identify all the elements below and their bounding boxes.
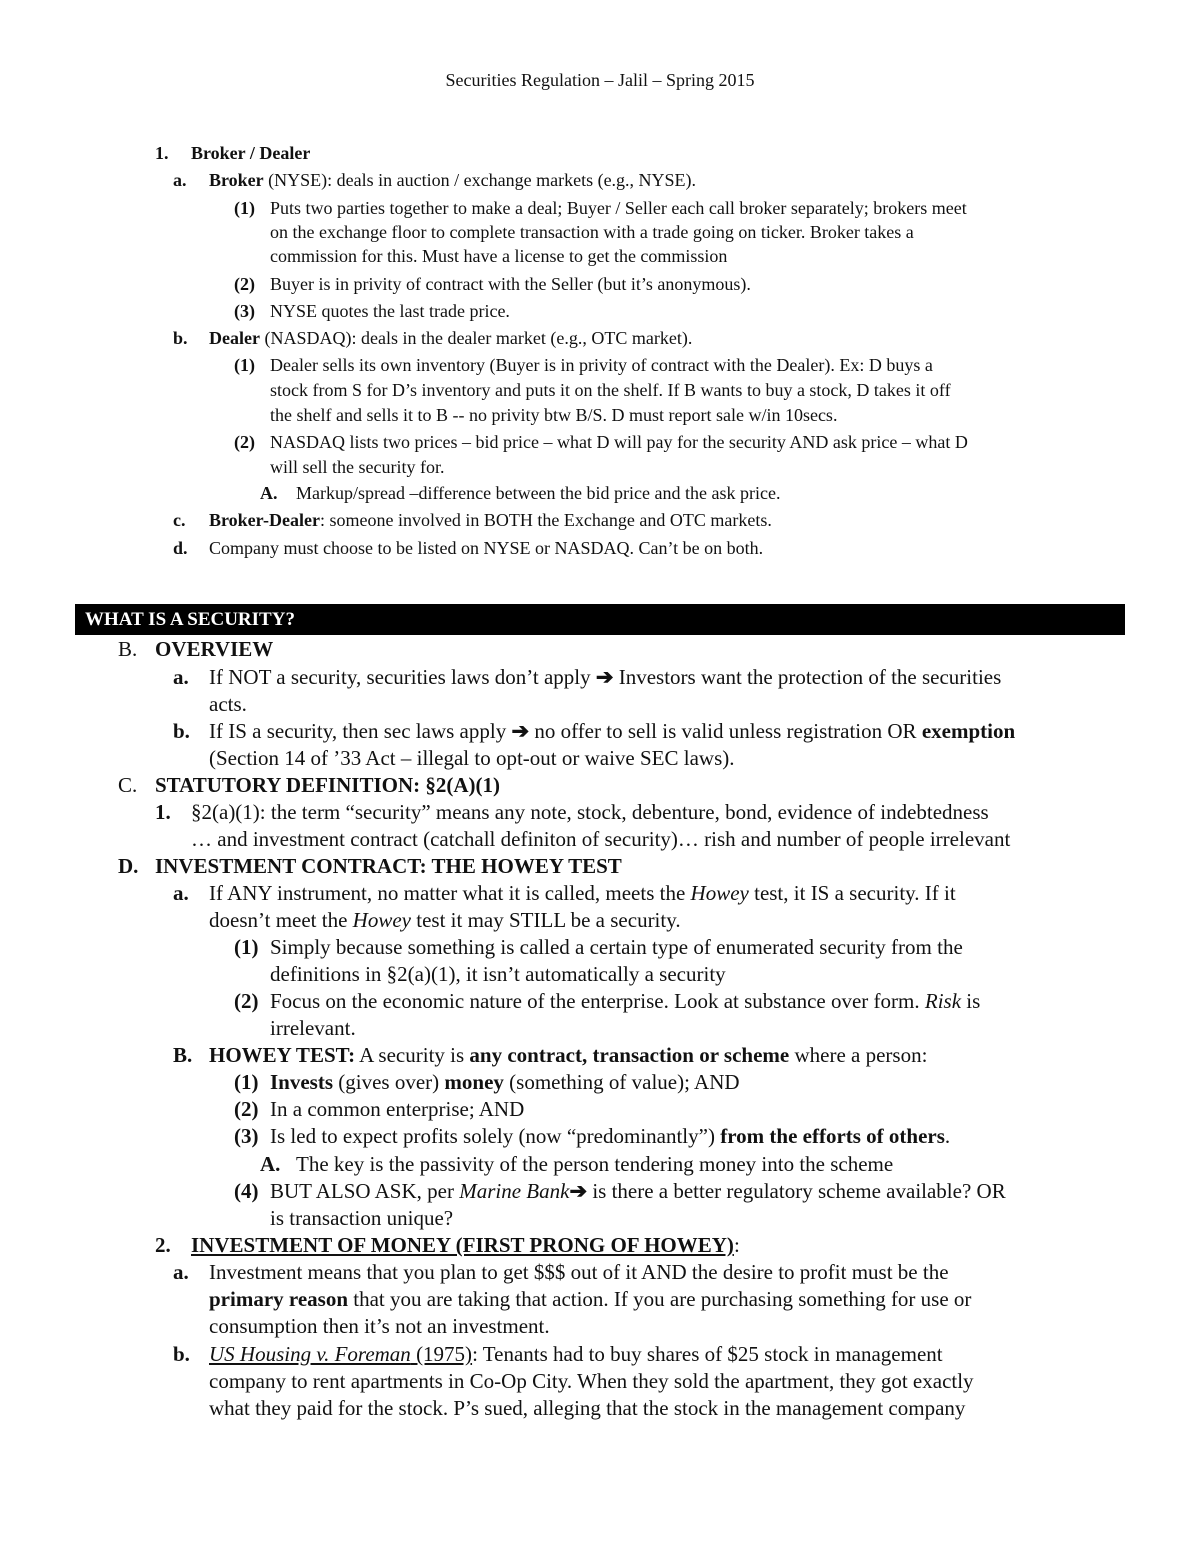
- list-marker: b.: [173, 1342, 190, 1366]
- list-marker: (4): [234, 1179, 259, 1203]
- text: §2(a)(1): the term “security” means any note, stock, debenture, bond, evidence of indebtedness: [191, 800, 989, 824]
- text: Investors want the protection of the securities: [613, 665, 1002, 689]
- text: :: [733, 1233, 740, 1257]
- text: where a person:: [789, 1043, 928, 1067]
- list-marker: (1): [234, 355, 255, 375]
- term: Invests: [270, 1070, 334, 1094]
- list-marker: (1): [234, 935, 259, 959]
- text: acts.: [209, 692, 247, 716]
- text: that you are taking that action. If you are purchasing something for use or: [348, 1287, 972, 1311]
- section-title: STATUTORY DEFINITION: §2(A)(1): [155, 773, 501, 797]
- text: is transaction unique?: [270, 1206, 454, 1230]
- text: Investment means that you plan to get $$$ out of it AND the desire to profit must be the: [209, 1260, 949, 1284]
- term: primary reason: [209, 1287, 349, 1311]
- list-marker: A.: [260, 1152, 281, 1176]
- list-marker: a.: [173, 170, 187, 190]
- list-marker: 2.: [155, 1233, 171, 1257]
- text: test it may STILL be a security.: [411, 908, 681, 932]
- text: A security is: [355, 1043, 470, 1067]
- section-title: OVERVIEW: [155, 637, 274, 661]
- text: on the exchange floor to complete transaction with a trade going on ticker. Broker takes a: [270, 222, 914, 242]
- text: NASDAQ lists two prices – bid price – what D will pay for the security AND ask price – what D: [270, 432, 968, 452]
- text: doesn’t meet the: [209, 908, 353, 932]
- list-marker: (1): [234, 198, 255, 218]
- list-marker: b.: [173, 719, 190, 743]
- text: … and investment contract (catchall definiton of security)… rish and number of people irrelevant: [191, 827, 1011, 851]
- list-marker: D.: [118, 854, 139, 878]
- text: (NASDAQ): deals in the dealer market (e.g., OTC market).: [259, 328, 693, 348]
- text: company to rent apartments in Co-Op City. When they sold the apartment, they got exactly: [209, 1369, 974, 1393]
- list-marker: 1.: [155, 800, 171, 824]
- text: [209, 1286, 971, 1313]
- text: (Section 14 of ’33 Act – illegal to opt-out or waive SEC laws).: [209, 746, 735, 770]
- text: Company must choose to be listed on NYSE or NASDAQ. Can’t be on both.: [209, 538, 764, 558]
- list-marker: C.: [118, 773, 138, 797]
- list-marker: 1.: [155, 143, 169, 163]
- term: money: [444, 1070, 504, 1094]
- text: Markup/spread –difference between the bid price and the ask price.: [296, 483, 781, 503]
- list-marker: c.: [173, 510, 186, 530]
- text: [209, 907, 681, 934]
- section-banner: WHAT IS A SECURITY?: [75, 604, 1125, 635]
- term: Broker: [209, 170, 264, 190]
- list-marker: (1): [234, 1070, 259, 1094]
- text: NYSE quotes the last trade price.: [270, 301, 510, 321]
- list-marker: d.: [173, 538, 188, 558]
- text: In a common enterprise; AND: [270, 1097, 525, 1121]
- text: definitions in §2(a)(1), it isn’t automatically a security: [270, 962, 726, 986]
- term: Dealer: [209, 328, 260, 348]
- term: exemption: [921, 719, 1016, 743]
- list-marker: a.: [173, 665, 189, 689]
- section-title: Broker / Dealer: [191, 143, 311, 163]
- case-name: US Housing v. Foreman: [209, 1342, 411, 1366]
- term: Risk: [924, 989, 962, 1013]
- list-marker: B.: [118, 637, 138, 661]
- text: : someone involved in BOTH the Exchange and OTC markets.: [319, 510, 772, 530]
- list-marker: B.: [173, 1043, 193, 1067]
- case-name: Howey: [352, 908, 411, 932]
- list-marker: A.: [260, 483, 278, 503]
- list-marker: a.: [173, 1260, 189, 1284]
- term: from the efforts of others: [720, 1124, 945, 1148]
- text: If IS a security, then sec laws apply: [209, 719, 512, 743]
- list-marker: a.: [173, 881, 189, 905]
- text: Simply because something is called a certain type of enumerated security from the: [270, 935, 963, 959]
- list-marker: b.: [173, 328, 188, 348]
- text: (gives over): [333, 1070, 445, 1094]
- text: Focus on the economic nature of the enterprise. Look at substance over form.: [270, 989, 925, 1013]
- list-marker: (3): [234, 1124, 259, 1148]
- arrow-icon: ➔: [595, 665, 614, 689]
- text: consumption then it’s not an investment.: [209, 1314, 550, 1338]
- text: Puts two parties together to make a deal; Buyer / Seller each call broker separately; brokers meet: [270, 198, 967, 218]
- text: Buyer is in privity of contract with the Seller (but it’s anonymous).: [270, 274, 751, 294]
- text: .: [944, 1124, 951, 1148]
- text: If NOT a security, securities laws don’t apply: [209, 665, 596, 689]
- text: stock from S for D’s inventory and puts it on the shelf. If B wants to buy a stock, D takes it off: [270, 380, 951, 400]
- text: Is led to expect profits solely (now “predominantly”): [270, 1124, 721, 1148]
- list-marker: (3): [234, 301, 255, 321]
- section-title: INVESTMENT OF MONEY (FIRST PRONG OF HOWEY): [191, 1233, 734, 1257]
- arrow-icon: ➔: [569, 1179, 588, 1203]
- text: If ANY instrument, no matter what it is called, meets the: [209, 881, 691, 905]
- text: what they paid for the stock. P’s sued, alleging that the stock in the management company: [209, 1396, 966, 1420]
- case-name: Howey: [690, 881, 749, 905]
- text: : Tenants had to buy shares of $25 stock in management: [472, 1342, 943, 1366]
- page-header: Securities Regulation – Jalil – Spring 2015: [445, 70, 755, 90]
- text: the shelf and sells it to B -- no privity btw B/S. D must report sale w/in 10secs.: [270, 405, 838, 425]
- text: test, it IS a security. If it: [748, 881, 956, 905]
- text: irrelevant.: [270, 1016, 356, 1040]
- text: (NYSE): deals in auction / exchange markets (e.g., NYSE).: [263, 170, 697, 190]
- text: The key is the passivity of the person tendering money into the scheme: [296, 1152, 894, 1176]
- term: Broker-Dealer: [209, 510, 320, 530]
- term: any contract, transaction or scheme: [469, 1043, 790, 1067]
- case-year: (1975): [410, 1342, 473, 1366]
- list-marker: (2): [234, 274, 255, 294]
- list-marker: (2): [234, 432, 255, 452]
- text: (something of value); AND: [503, 1070, 740, 1094]
- text: commission for this. Must have a license to get the commission: [270, 246, 728, 266]
- text: is: [961, 989, 981, 1013]
- section-title: INVESTMENT CONTRACT: THE HOWEY TEST: [155, 854, 622, 878]
- text: BUT ALSO ASK, per: [270, 1179, 460, 1203]
- text: no offer to sell is valid unless registration OR: [529, 719, 922, 743]
- arrow-icon: ➔: [511, 719, 530, 743]
- text: is there a better regulatory scheme available? OR: [587, 1179, 1006, 1203]
- list-marker: (2): [234, 1097, 259, 1121]
- list-marker: (2): [234, 989, 259, 1013]
- text: Dealer sells its own inventory (Buyer is in privity of contract with the Dealer). Ex: D buys a: [270, 355, 933, 375]
- text: will sell the security for.: [270, 457, 445, 477]
- case-name: Marine Bank: [459, 1179, 570, 1203]
- term: HOWEY TEST:: [209, 1043, 356, 1067]
